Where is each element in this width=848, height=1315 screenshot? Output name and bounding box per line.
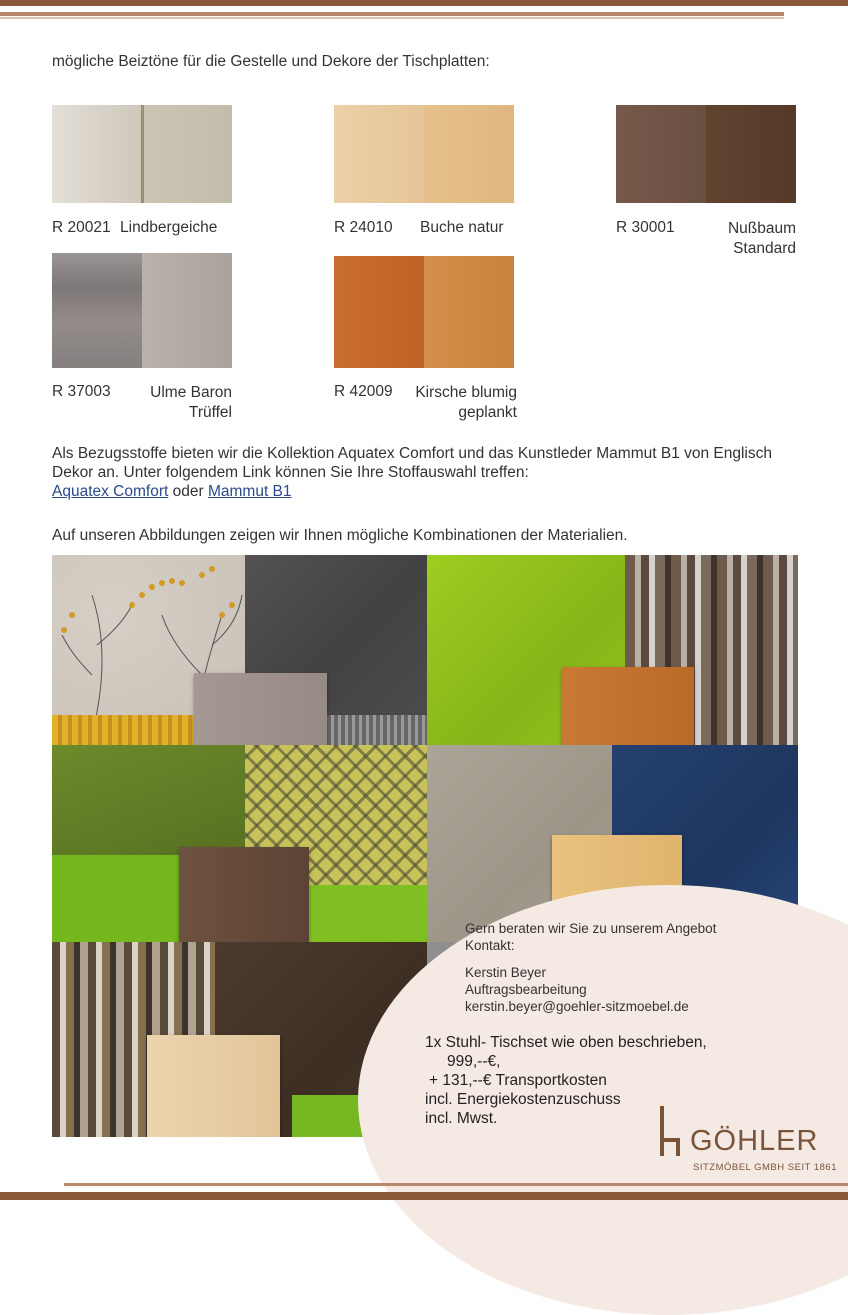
contact-person: Kerstin Beyer [465,965,547,980]
top-border-bar [0,0,848,6]
swatch-code: R 30001 [616,219,675,236]
swatch-caption-nussbaum [616,219,796,257]
swatch-code: R 37003 [52,383,111,400]
fabric-text: Als Bezugsstoffe bieten wir die Kollektion Aquatex Comfort und das Kunstleder Mammut B1 von Englisch Dekor an. Unter folgendem Link können Sie Ihre Stoffauswahl treffen: [52,445,772,481]
swatch-code: R 42009 [334,383,393,400]
offer-line: 1x Stuhl- Tischset wie oben beschrieben, [425,1034,707,1051]
bottom-border-bar [0,1192,848,1200]
maple-wood-chip [147,1035,280,1137]
contact-label: Kontakt: [465,938,515,953]
mammut-link[interactable]: Mammut B1 [207,483,292,500]
combinations-text: Auf unseren Abbildungen zeigen wir Ihnen mögliche Kombinationen der Materialien. [52,527,628,544]
offer-price: 999,--€, [447,1053,501,1070]
swatch-name-line: Nußbaum [727,220,796,237]
cherry-wood-chip [562,667,694,745]
patterned-strip [327,715,427,745]
swatch-name-line: Kirsche blumig [415,384,517,401]
contact-block [465,920,716,1015]
top-accent-line-light [0,17,784,19]
swatch-name: Lindbergeiche [120,219,218,236]
brand-logo-subtitle: SITZMÖBEL GMBH SEIT 1861 [693,1162,837,1173]
fabric-paragraph [52,444,812,501]
contact-role: Auftragsbearbeitung [465,982,587,997]
swatch-name-line: Standard [733,240,796,257]
offer-transport: + 131,--€ Transportkosten [429,1072,607,1089]
swatch-code: R 24010 [334,219,393,236]
grey-wood-chip [194,673,327,745]
swatch-caption-buche-natur [334,219,504,237]
swatch-ulme-baron-trueffel [52,253,232,368]
swatch-name-line: Ulme Baron [150,384,232,401]
link-separator: oder [172,483,204,500]
brand-logo-name: GÖHLER [690,1125,819,1157]
swatch-lindbergeiche [52,105,232,203]
contact-heading: Gern beraten wir Sie zu unserem Angebot [465,921,717,936]
swatch-caption-lindbergeiche [52,219,218,237]
swatch-name-line: Trüffel [188,404,232,421]
intro-text: mögliche Beiztöne für die Gestelle und Dekore der Tischplatten: [52,53,490,70]
swatch-nussbaum-standard [616,105,796,203]
top-accent-line [0,12,784,16]
swatch-code: R 20021 [52,219,111,236]
offer-vat: incl. Mwst. [425,1110,498,1127]
chair-logo-icon [654,1104,684,1156]
walnut-wood-chip [179,847,309,942]
contact-email[interactable]: kerstin.beyer@goehler-sitzmoebel.de [465,999,689,1014]
swatch-buche-natur [334,105,514,203]
lime-strip [52,855,182,942]
swatch-caption-ulme [52,383,232,421]
swatch-name: Buche natur [420,219,504,236]
offer-energy: incl. Energiekostenzuschuss [425,1091,621,1108]
swatch-caption-kirsche [334,383,517,421]
swatch-kirsche-blumig [334,256,514,368]
aquatex-link[interactable]: Aquatex Comfort [52,483,169,500]
swatch-name-line: geplankt [458,404,517,421]
bottom-accent-line [64,1183,848,1186]
